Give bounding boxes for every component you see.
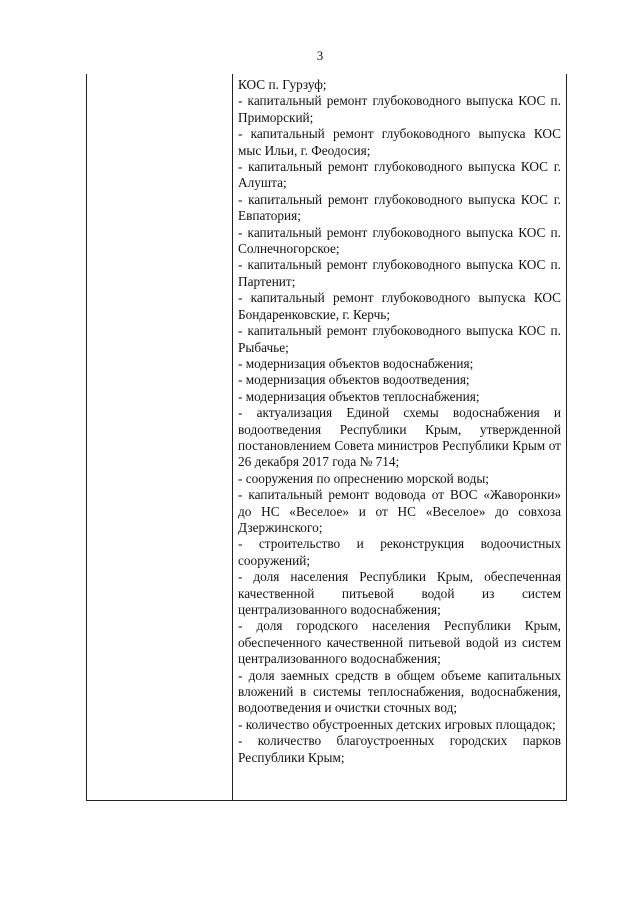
list-item: - строительство и реконструкция водоочистных сооружений; [238,536,561,568]
list-item: - доля заемных средств в общем объеме капитальных вложений в системы теплоснабжения, водоснабжения, водоотведения и очистки сточных вод; [238,667,561,716]
list-item: - модернизация объектов водоотведения; [238,372,470,388]
list-item: - доля городского населения Республики Крым, обеспеченного качественной питьевой водой из систем централизованного водоснабжения; [238,618,561,667]
list-item: - капитальный ремонт водовода от ВОС «Жаворонки» до НС «Веселое» и от НС «Веселое» до совхоза Дзержинского; [238,487,561,535]
list-item: - капитальный ремонт глубоководного выпуска КОС п. Приморский; [238,93,561,125]
list-item: - количество обустроенных детских игровых площадок; [238,716,556,732]
list-item: - капитальный ремонт глубоководного выпуска КОС мыс Ильи, г. Феодосия; [238,126,561,158]
list-item: - капитальный ремонт глубоководного выпуска КОС п. Партенит; [238,257,561,289]
list-item: - количество благоустроенных городских парков Республики Крым; [238,733,561,765]
indicators-cell [238,77,561,766]
list-item: - модернизация объектов теплоснабжения; [238,388,480,404]
column-divider [232,74,233,800]
list-item: - актуализация Единой схемы водоснабжения и водоотведения Республики Крым, утвержденной постановлением Совета министров Республики Крым от 26 декабря 2017 года № 714; [238,405,561,470]
list-item: - капитальный ремонт глубоководного выпуска КОС г. Евпатория; [238,191,561,224]
list-item: КОС п. Гурзуф; [238,77,327,92]
page-number: 3 [316,48,324,63]
document-table [86,74,567,801]
list-item: - капитальный ремонт глубоководного выпуска КОС п. Рыбачье; [238,323,561,355]
list-item: - сооружения по опреснению морской воды; [238,470,489,486]
list-item: - капитальный ремонт глубоководного выпуска КОС г. Алушта; [238,159,561,191]
list-item: - капитальный ремонт глубоководного выпуска КОС Бондаренковские, г. Керчь; [238,290,561,322]
list-item: - доля населения Республики Крым, обеспеченная качественной питьевой водой из систем централизованного водоснабжения; [238,569,561,617]
list-item: - капитальный ремонт глубоководного выпуска КОС п. Солнечногорское; [238,224,561,257]
list-item: - модернизация объектов водоснабжения; [238,355,474,371]
